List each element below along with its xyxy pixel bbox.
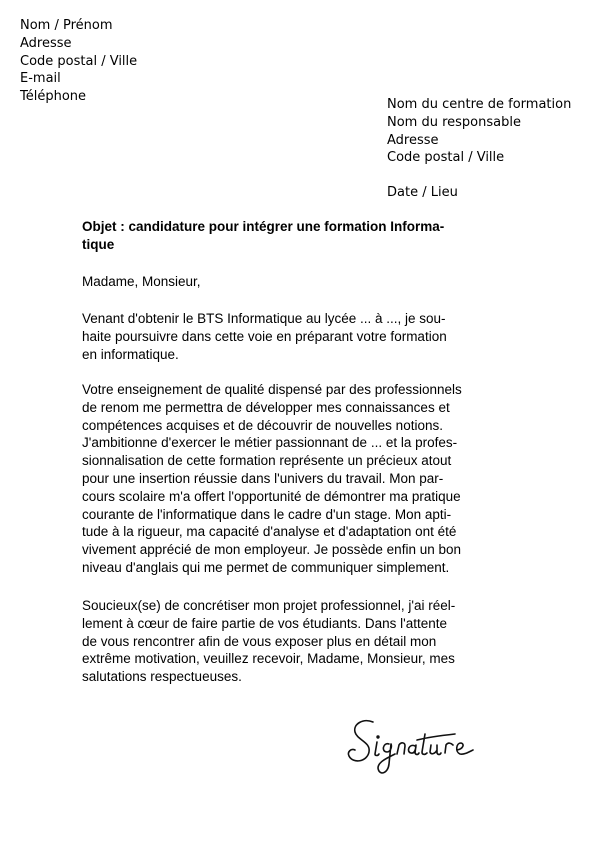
recipient-address: Adresse — [387, 132, 439, 148]
handwritten-signature — [345, 712, 495, 787]
date-place: Date / Lieu — [387, 185, 458, 200]
subject-line-text: Objet : candidature pour intégrer une formation Informa- — [82, 219, 445, 234]
recipient-manager: Nom du responsable — [387, 114, 521, 130]
recipient-postal-city: Code postal / Ville — [387, 150, 505, 166]
paragraph-line: haite poursuivre dans cette voie en préparant votre formation — [82, 328, 447, 344]
paragraph-line: niveau d'anglais qui me permet de communiquer simplement. — [82, 559, 450, 575]
sender-address: Adresse — [20, 35, 72, 51]
paragraph-line: cours scolaire m'a offert l'opportunité de démontrer ma pratique — [82, 488, 461, 504]
sender-postal-city: Code postal / Ville — [20, 53, 138, 69]
paragraph-line: tude à la rigueur, ma capacité d'analyse et d'adaptation ont été — [82, 524, 457, 540]
sender-block — [20, 17, 137, 106]
sender-name: Nom / Prénom — [20, 18, 113, 33]
paragraph-3 — [82, 597, 502, 686]
paragraph-line: de renom me permettra de développer mes connaissances et — [82, 399, 450, 415]
paragraph-line: sionnalisation de cette formation représente un précieux atout — [82, 453, 452, 469]
greeting: Madame, Monsieur, — [82, 274, 201, 289]
subject-line — [82, 218, 502, 254]
recipient-block — [387, 96, 571, 167]
paragraph-1 — [82, 310, 502, 363]
paragraph-line: en informatique. — [82, 346, 179, 362]
paragraph-line: pour une insertion réussie dans l'univers du travail. Mon par- — [82, 470, 444, 486]
sender-email: E-mail — [20, 71, 61, 87]
paragraph-line: vivement apprécié de mon employeur. Je possède enfin un bon — [82, 542, 461, 558]
paragraph-line: de vous rencontrer afin de vous exposer plus en détail mon — [82, 633, 437, 649]
paragraph-line: J'ambitionne d'exercer le métier passionnant de ... et la profes- — [82, 435, 458, 451]
paragraph-line: compétences acquises et de découvrir de nouvelles notions. — [82, 417, 443, 433]
paragraph-line: salutations respectueuses. — [82, 669, 242, 685]
paragraph-line: Venant d'obtenir le BTS Informatique au lycée ... à ..., je sou- — [82, 311, 446, 326]
paragraph-line: Soucieux(se) de concrétiser mon projet professionnel, j'ai réel- — [82, 598, 456, 613]
sender-phone: Téléphone — [20, 89, 87, 105]
paragraph-line: Votre enseignement de qualité dispensé par des professionnels — [82, 382, 462, 397]
paragraph-line: courante de l'informatique dans le cadre d'un stage. Mon apti- — [82, 506, 452, 522]
subject-line-text: tique — [82, 236, 115, 252]
recipient-center: Nom du centre de formation — [387, 97, 572, 112]
paragraph-line: extrême motivation, veuillez recevoir, Madame, Monsieur, mes — [82, 651, 455, 667]
paragraph-2 — [82, 381, 502, 577]
paragraph-line: lement à cœur de faire partie de vos étudiants. Dans l'attente — [82, 615, 448, 631]
